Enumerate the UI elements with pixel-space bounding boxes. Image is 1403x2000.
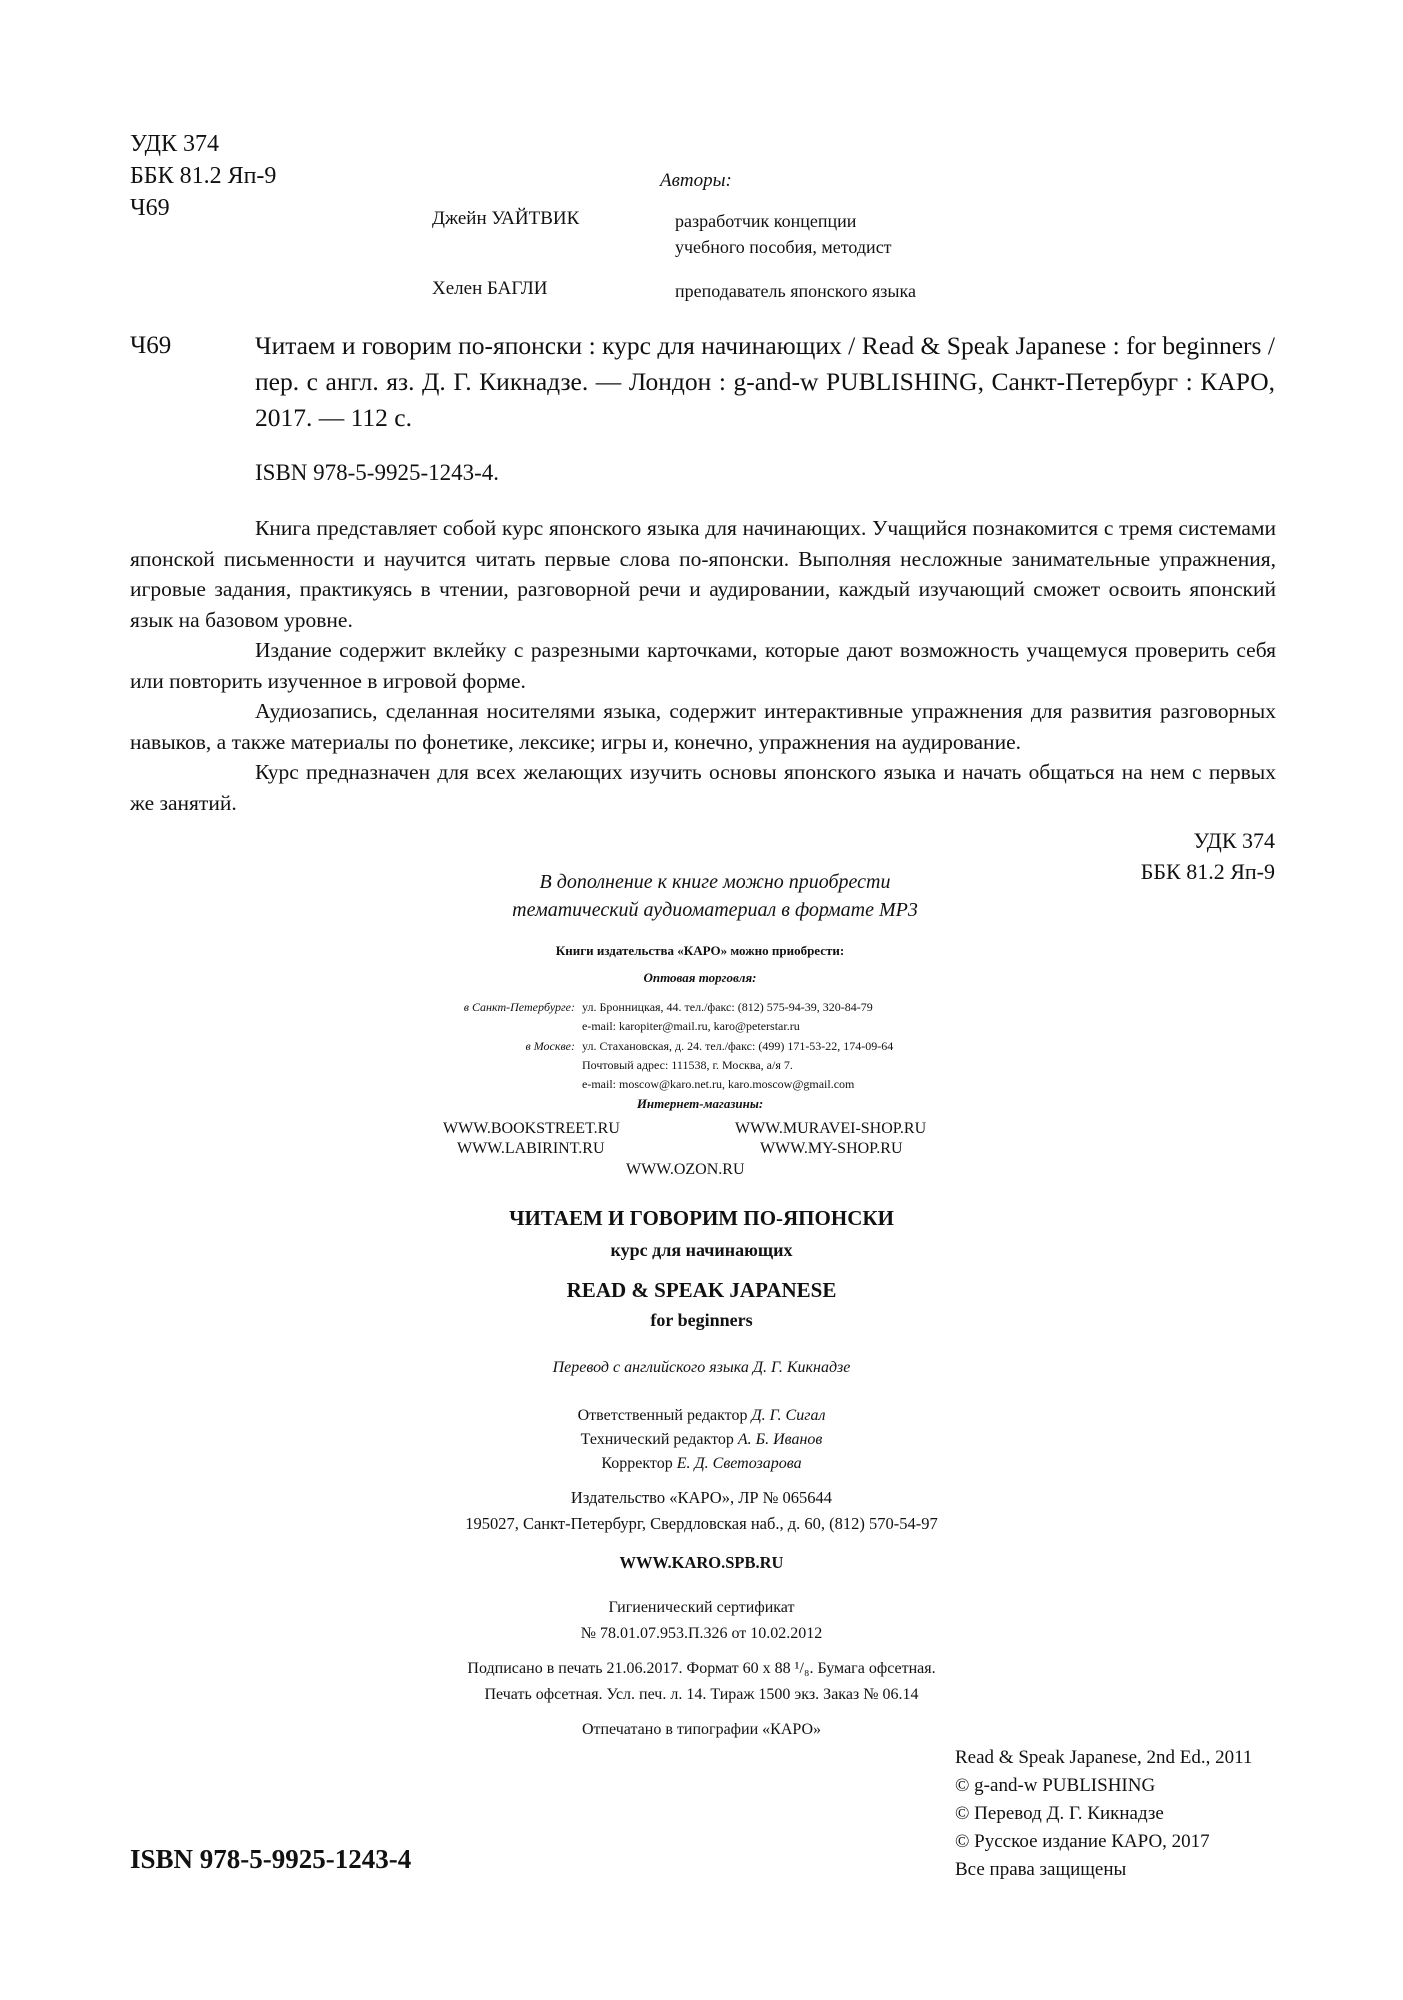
shop-link[interactable]: WWW.BOOKSTREET.RU [443,1120,620,1137]
editor-name: А. Б. Иванов [737,1431,823,1448]
author-role [675,208,892,260]
udk-block-top [130,128,276,224]
contact-line: ул. Стахановская, д. 24. тел./факс: (499) 171-53-22, 174-09-64 [582,1039,894,1053]
publisher-website[interactable]: WWW.KARO.SPB.RU [619,1553,784,1572]
subtitle-en: for beginners [650,1310,753,1330]
mp3-note-line: тематический аудиоматериал в формате МР3 [512,899,918,921]
contact-line: ул. Бронницкая, 44. тел./факс: (812) 575-94-39, 320-84-79 [582,1000,873,1014]
author-name: Джейн УАЙТВИК [432,208,580,229]
contact-line: e-mail: karopiter@mail.ru, karo@peterstar.ru [582,1019,800,1033]
print-detail-line: Подписано в печать 21.06.2017. Формат 60 х 88 ¹/₈. Бумага офсетная. [467,1660,936,1677]
editor-role: Ответственный редактор [577,1407,748,1424]
internet-shops-heading: Интернет-магазины: [636,1096,764,1111]
abstract-paragraph: Издание содержит вклейку с разрезными карточками, которые дают возможность учащемуся проверить себя или повторить изученное в игровой форме. [130,638,1276,693]
mp3-note [365,868,1065,924]
editor-line [0,1452,1403,1476]
copyright-line: © Русское издание КАРО, 2017 [955,1831,1210,1852]
editors [0,1404,1403,1476]
author-role-line: преподаватель японского языка [675,281,916,301]
subtitle-ru: курс для начинающих [610,1240,793,1260]
shop-link[interactable]: WWW.OZON.RU [626,1161,745,1178]
bibliographic-record [255,328,1275,436]
author-name: Хелен БАГЛИ [432,278,548,299]
publisher-line: 195027, Санкт-Петербург, Свердловская наб., д. 60, (812) 570-54-97 [465,1514,938,1533]
bibliographic-text: Читаем и говорим по-японски : курс для начинающих / Read & Speak Japanese : for beginners / пер. с англ. яз. Д. Г. Кикнадзе. — Лондон : g-and-w PUBLISHING, Санкт-Петербург : КАРО, 2017. — 112 с. [255,331,1275,432]
copyright-block [955,1744,1252,1884]
hygiene-certificate [0,1595,1403,1647]
contacts-moscow [582,1037,893,1094]
abstract-paragraph: Аудиозапись, сделанная носителями языка, содержит интерактивные упражнения для развития разговорных навыков, а также материалы по фонетике, лексике; игры и, конечно, упражнения на аудирование. [130,699,1276,754]
editor-role: Корректор [601,1455,673,1472]
mp3-note-line: В дополнение к книге можно приобрести [539,871,891,893]
shop-link[interactable]: WWW.MY-SHOP.RU [760,1140,903,1157]
shop-link[interactable]: WWW.MURAVEI-SHOP.RU [735,1120,927,1137]
editor-line [0,1428,1403,1452]
authors-heading: Авторы: [660,170,732,191]
abstract-paragraph: Книга представляет собой курс японского языка для начинающих. Учащийся познакомится с тремя системами японской письменности и научится читать первые слова по-японски. Выполняя несложные занимательные упражнения, игровые задания, практикуясь в чтении, разговорной речи и аудировании, каждый изучающий сможет освоить японский язык на базовом уровне. [130,516,1276,632]
certificate-line: Гигиенический сертификат [608,1599,795,1616]
isbn-bottom: ISBN 978-5-9925-1243-4 [130,1844,412,1874]
abstract [130,513,1276,818]
shop-link[interactable]: WWW.LABIRINT.RU [457,1140,605,1157]
isbn-inline: ISBN 978-5-9925-1243-4. [255,460,500,485]
printed-by: Отпечатано в типографии «КАРО» [581,1721,822,1738]
copyright-line: Read & Speak Japanese, 2nd Ed., 2011 [955,1747,1253,1768]
copyright-line: © g-and-w PUBLISHING [955,1775,1156,1796]
print-detail-line: Печать офсетная. Усл. печ. л. 14. Тираж 1500 экз. Заказ № 06.14 [484,1686,919,1703]
contact-line: e-mail: moscow@karo.net.ru, karo.moscow@gmail.com [582,1077,855,1091]
title-en: READ & SPEAK JAPANESE [566,1278,837,1302]
abstract-paragraph: Курс предназначен для всех желающих изучить основы японского языка и начать общаться на нем с первых же занятий. [130,760,1276,815]
publisher-line: Издательство «КАРО», ЛР № 065644 [570,1488,833,1507]
copyright-line: © Перевод Д. Г. Кикнадзе [955,1803,1164,1824]
print-details [0,1656,1403,1708]
author-role-line: учебного пособия, методист [675,237,892,257]
udk-block-right [1141,825,1275,887]
udk-code: УДК 374 [1193,828,1275,853]
wholesale-heading: Оптовая торговля: [643,970,757,985]
copyright-line: Все права защищены [955,1859,1127,1880]
author-role-line: разработчик концепции [675,211,857,231]
certificate-line: № 78.01.07.953.П.326 от 10.02.2012 [580,1625,823,1642]
udk-code: УДК 374 [130,131,219,157]
bbk-code: ББК 81.2 Яп-9 [130,163,277,189]
city-label-spb: в Санкт-Петербурге: [463,1000,575,1014]
bbk-code: ББК 81.2 Яп-9 [1140,859,1275,884]
editor-name: Е. Д. Светозарова [676,1455,802,1472]
editor-role: Технический редактор [580,1431,734,1448]
title-ru: ЧИТАЕМ И ГОВОРИМ ПО-ЯПОНСКИ [509,1206,894,1230]
bibliographic-code: Ч69 [130,332,172,359]
editor-name: Д. Г. Сигал [751,1407,826,1424]
contacts-spb [582,998,873,1036]
author-mark: Ч69 [130,195,170,221]
editor-line [0,1404,1403,1428]
author-role [675,278,916,304]
publisher-info [0,1485,1403,1537]
translation-credit: Перевод с английского языка Д. Г. Кикнадзе [552,1359,851,1376]
purchase-title: Книги издательства «КАРО» можно приобрести: [555,943,845,958]
contact-line: Почтовый адрес: 111538, г. Москва, а/я 7. [582,1058,793,1072]
city-label-moscow: в Москве: [525,1039,575,1053]
